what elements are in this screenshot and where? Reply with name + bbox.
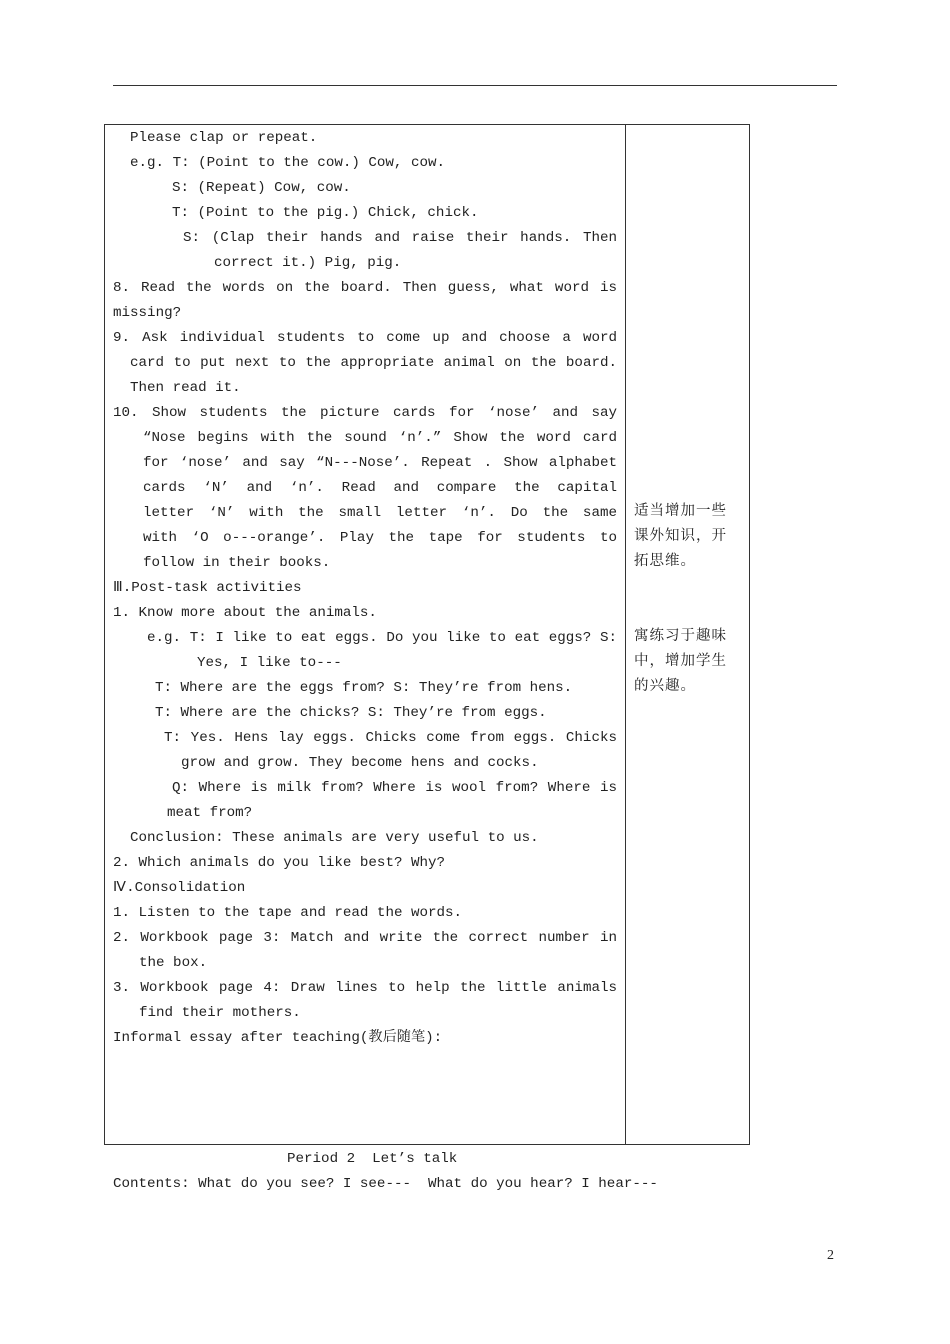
page-number: 2 bbox=[827, 1248, 834, 1263]
side-note-line: 的兴趣。 bbox=[634, 678, 696, 694]
text-line: Then read it. bbox=[130, 380, 241, 396]
text-line: e.g. T: (Point to the cow.) Cow, cow. bbox=[130, 155, 446, 171]
lesson-plan-table bbox=[104, 124, 750, 1145]
text-line: card to put next to the appropriate animal on the board. bbox=[130, 355, 617, 371]
text-line: correct it.) Pig, pig. bbox=[214, 255, 402, 271]
text-line: S: (Repeat) Cow, cow. bbox=[172, 180, 351, 196]
text-line: e.g. T: I like to eat eggs. Do you like to eat eggs? S: bbox=[147, 630, 617, 646]
text-line: meat from? bbox=[167, 805, 253, 821]
contents-line: Contents: What do you see? I see--- What do you hear? I hear--- bbox=[113, 1176, 658, 1192]
side-note-line: 适当增加一些 bbox=[634, 503, 727, 519]
text-line: 1. Know more about the animals. bbox=[113, 605, 377, 621]
text-line: for ‘nose’ and say “N---Nose’. Repeat . Show alphabet bbox=[143, 455, 617, 471]
header-rule bbox=[113, 85, 837, 86]
text-line: T: Where are the chicks? S: They’re from eggs. bbox=[155, 705, 547, 721]
side-note-line: 寓练习于趣味 bbox=[634, 628, 727, 644]
text-line: Please clap or repeat. bbox=[130, 130, 318, 146]
side-note-line: 课外知识，开 bbox=[634, 528, 727, 544]
text-line: 10. Show students the picture cards for ‘nose’ and say bbox=[113, 405, 617, 421]
text-line: 3. Workbook page 4: Draw lines to help the little animals bbox=[113, 980, 617, 996]
text-line: find their mothers. bbox=[139, 1005, 301, 1021]
essay-label: Informal essay after teaching(教后随笔): bbox=[113, 1030, 443, 1046]
side-note bbox=[634, 499, 746, 574]
text-line: T: (Point to the pig.) Chick, chick. bbox=[172, 205, 479, 221]
section-heading: Ⅳ.Consolidation bbox=[113, 880, 246, 896]
text-line: letter ‘N’ with the small letter ‘n’. Do the same bbox=[143, 505, 617, 521]
text-line: cards ‘N’ and ‘n’. Read and compare the capital bbox=[143, 480, 617, 496]
text-line: follow in their books. bbox=[143, 555, 331, 571]
period-title: Period 2 Let’s talk bbox=[287, 1151, 458, 1167]
text-line: Q: Where is milk from? Where is wool from? Where is bbox=[172, 780, 617, 796]
text-line: T: Where are the eggs from? S: They’re from hens. bbox=[155, 680, 573, 696]
text-line: Yes, I like to--- bbox=[197, 655, 342, 671]
text-line: missing? bbox=[113, 305, 182, 321]
column-divider bbox=[625, 125, 626, 1144]
text-line: with ‘O o---orange’. Play the tape for students to bbox=[143, 530, 617, 546]
text-line: T: Yes. Hens lay eggs. Chicks come from eggs. Chicks bbox=[164, 730, 617, 746]
side-note-line: 中，增加学生 bbox=[634, 653, 727, 669]
section-heading: Ⅲ.Post-task activities bbox=[113, 580, 302, 596]
side-note-line: 拓思维。 bbox=[634, 553, 696, 569]
side-note bbox=[634, 624, 746, 699]
text-line: 2. Which animals do you like best? Why? bbox=[113, 855, 446, 871]
text-line: 2. Workbook page 3: Match and write the correct number in bbox=[113, 930, 617, 946]
text-line: 9. Ask individual students to come up and choose a word bbox=[113, 330, 617, 346]
text-line: Conclusion: These animals are very useful to us. bbox=[130, 830, 539, 846]
text-line: grow and grow. They become hens and cocks. bbox=[181, 755, 539, 771]
text-line: S: (Clap their hands and raise their hands. Then bbox=[183, 230, 617, 246]
text-line: “Nose begins with the sound ‘n’.” Show the word card bbox=[143, 430, 617, 446]
text-line: 1. Listen to the tape and read the words. bbox=[113, 905, 463, 921]
text-line: 8. Read the words on the board. Then guess, what word is bbox=[113, 280, 617, 296]
text-line: the box. bbox=[139, 955, 208, 971]
